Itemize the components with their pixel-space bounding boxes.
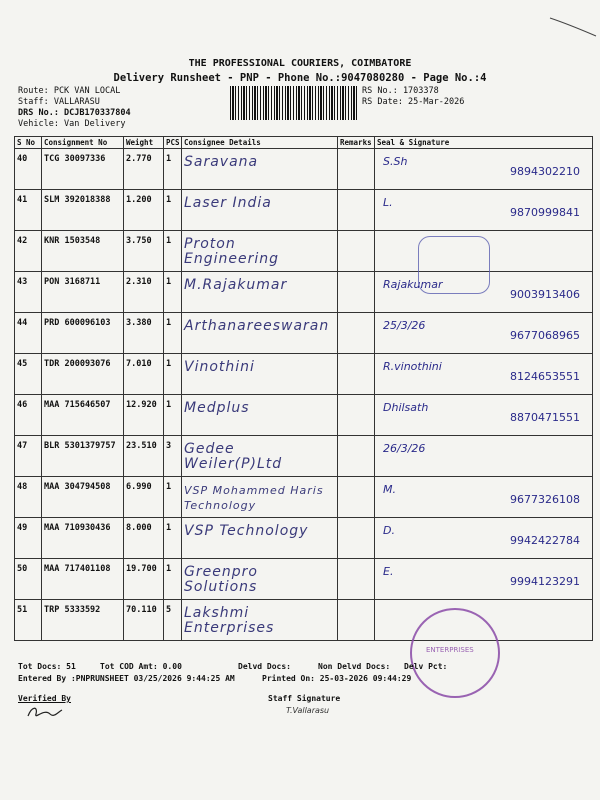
remarks-cell bbox=[338, 436, 375, 477]
col-signature: Seal & Signature bbox=[375, 137, 593, 149]
consignee-cell: Proton Engineering bbox=[182, 231, 338, 272]
pcs-cell: 3 bbox=[164, 436, 182, 477]
signature-cell bbox=[375, 477, 593, 518]
consignment-cell: TDR 200093076 bbox=[42, 354, 124, 395]
signature-name: D. bbox=[383, 524, 395, 537]
signature-name: E. bbox=[383, 565, 394, 578]
verified-by: Verified By bbox=[18, 694, 71, 703]
remarks-cell bbox=[338, 190, 375, 231]
signature-phone: 9942422784 bbox=[510, 534, 580, 547]
consignee-cell: Greenpro Solutions bbox=[182, 559, 338, 600]
runsheet-subtitle: Delivery Runsheet - PNP - Phone No.:9047080280 - Page No.:4 bbox=[113, 72, 487, 84]
weight-cell: 19.700 bbox=[124, 559, 164, 600]
remarks-cell bbox=[338, 231, 375, 272]
entered-by: Entered By :PNPRUNSHEET 03/25/2026 9:44:25 AM bbox=[18, 674, 235, 683]
weight-cell: 2.310 bbox=[124, 272, 164, 313]
tot-cod: Tot COD Amt: 0.00 bbox=[100, 662, 182, 671]
weight-cell: 2.770 bbox=[124, 149, 164, 190]
pcs-cell: 1 bbox=[164, 477, 182, 518]
delvd-docs: Delvd Docs: bbox=[238, 662, 291, 671]
table-row bbox=[15, 190, 593, 231]
consignee-cell: Medplus bbox=[182, 395, 338, 436]
drs-number: DRS No.: DCJB170337804 bbox=[18, 108, 131, 118]
runsheet-meta-left bbox=[18, 86, 131, 130]
weight-cell: 8.000 bbox=[124, 518, 164, 559]
staff-signature-name: T.Vallarasu bbox=[286, 706, 330, 715]
remarks-cell bbox=[338, 272, 375, 313]
table-row bbox=[15, 477, 593, 518]
consignment-cell: MAA 710930436 bbox=[42, 518, 124, 559]
sno-cell: 50 bbox=[15, 559, 42, 600]
sno-cell: 49 bbox=[15, 518, 42, 559]
table-row bbox=[15, 354, 593, 395]
seal-stamp bbox=[418, 236, 490, 294]
remarks-cell bbox=[338, 149, 375, 190]
col-remarks: Remarks bbox=[338, 137, 375, 149]
consignment-cell: PON 3168711 bbox=[42, 272, 124, 313]
signature-phone: 9994123291 bbox=[510, 575, 580, 588]
signature-cell bbox=[375, 149, 593, 190]
remarks-cell bbox=[338, 518, 375, 559]
corner-pen-mark bbox=[548, 14, 598, 38]
weight-cell: 3.750 bbox=[124, 231, 164, 272]
col-sno: S No bbox=[15, 137, 42, 149]
pcs-cell: 1 bbox=[164, 518, 182, 559]
tot-docs: Tot Docs: 51 bbox=[18, 662, 76, 671]
weight-cell: 12.920 bbox=[124, 395, 164, 436]
delv-pct: Delv Pct: bbox=[404, 662, 448, 671]
consignee-cell: VSP Mohammed Haris Technology bbox=[182, 477, 338, 518]
sno-cell: 48 bbox=[15, 477, 42, 518]
signature-name: Rajakumar bbox=[383, 278, 443, 291]
remarks-cell bbox=[338, 395, 375, 436]
staff-label: Staff: VALLARASU bbox=[18, 97, 100, 107]
pcs-cell: 1 bbox=[164, 395, 182, 436]
signature-cell bbox=[375, 354, 593, 395]
verified-signature-mark bbox=[24, 702, 64, 722]
table-row bbox=[15, 231, 593, 272]
signature-phone: 8124653551 bbox=[510, 370, 580, 383]
seal-text: ENTERPRISES bbox=[426, 646, 474, 654]
signature-name: M. bbox=[383, 483, 396, 496]
pcs-cell: 1 bbox=[164, 149, 182, 190]
sno-cell: 44 bbox=[15, 313, 42, 354]
vehicle-label: Vehicle: Van Delivery bbox=[18, 119, 126, 129]
signature-cell bbox=[375, 436, 593, 477]
signature-name: R.vinothini bbox=[383, 360, 442, 373]
table-row bbox=[15, 559, 593, 600]
col-weight: Weight bbox=[124, 137, 164, 149]
sno-cell: 45 bbox=[15, 354, 42, 395]
sno-cell: 47 bbox=[15, 436, 42, 477]
consignment-cell: KNR 1503548 bbox=[42, 231, 124, 272]
weight-cell: 23.510 bbox=[124, 436, 164, 477]
signature-phone: 9894302210 bbox=[510, 165, 580, 178]
barcode-image bbox=[230, 86, 358, 120]
signature-phone: 9677068965 bbox=[510, 329, 580, 342]
table-row bbox=[15, 272, 593, 313]
consignment-cell: PRD 600096103 bbox=[42, 313, 124, 354]
pcs-cell: 1 bbox=[164, 231, 182, 272]
consignee-cell: Lakshmi Enterprises bbox=[182, 600, 338, 641]
consignment-cell: MAA 715646507 bbox=[42, 395, 124, 436]
consignee-cell: VSP Technology bbox=[182, 518, 338, 559]
col-consignment: Consignment No bbox=[42, 137, 124, 149]
pcs-cell: 1 bbox=[164, 559, 182, 600]
signature-cell bbox=[375, 559, 593, 600]
signature-name: 25/3/26 bbox=[383, 319, 426, 332]
weight-cell: 70.110 bbox=[124, 600, 164, 641]
table-row bbox=[15, 518, 593, 559]
col-pcs: PCS bbox=[164, 137, 182, 149]
sno-cell: 40 bbox=[15, 149, 42, 190]
consignment-cell: BLR 5301379757 bbox=[42, 436, 124, 477]
consignee-cell: Gedee Weiler(P)Ltd bbox=[182, 436, 338, 477]
company-round-seal bbox=[410, 608, 500, 698]
signature-phone: 8870471551 bbox=[510, 411, 580, 424]
signature-phone: 9003913406 bbox=[510, 288, 580, 301]
pcs-cell: 1 bbox=[164, 313, 182, 354]
delivery-table bbox=[14, 136, 593, 641]
remarks-cell bbox=[338, 600, 375, 641]
pcs-cell: 5 bbox=[164, 600, 182, 641]
table-row bbox=[15, 600, 593, 641]
sno-cell: 51 bbox=[15, 600, 42, 641]
consignee-cell: Laser India bbox=[182, 190, 338, 231]
consignment-cell: TCG 30097336 bbox=[42, 149, 124, 190]
printed-on: Printed On: 25-03-2026 09:44:29 bbox=[262, 674, 412, 683]
signature-cell bbox=[375, 190, 593, 231]
sno-cell: 43 bbox=[15, 272, 42, 313]
sno-cell: 46 bbox=[15, 395, 42, 436]
table-row bbox=[15, 149, 593, 190]
company-title: THE PROFESSIONAL COURIERS, COIMBATORE bbox=[188, 58, 412, 69]
consignment-cell: SLM 392018388 bbox=[42, 190, 124, 231]
staff-signature-label: Staff Signature bbox=[268, 694, 341, 703]
consignment-cell: TRP 5333592 bbox=[42, 600, 124, 641]
signature-phone: 9677326108 bbox=[510, 493, 580, 506]
sno-cell: 41 bbox=[15, 190, 42, 231]
signature-cell bbox=[375, 313, 593, 354]
table-header-row bbox=[15, 137, 593, 149]
table-row bbox=[15, 313, 593, 354]
signature-name: L. bbox=[383, 196, 393, 209]
route-label: Route: PCK VAN LOCAL bbox=[18, 86, 121, 96]
table-row bbox=[15, 395, 593, 436]
signature-cell bbox=[375, 518, 593, 559]
consignment-cell: MAA 717401108 bbox=[42, 559, 124, 600]
consignee-cell: Arthanareeswaran bbox=[182, 313, 338, 354]
weight-cell: 1.200 bbox=[124, 190, 164, 231]
consignee-cell: Vinothini bbox=[182, 354, 338, 395]
weight-cell: 3.380 bbox=[124, 313, 164, 354]
sno-cell: 42 bbox=[15, 231, 42, 272]
weight-cell: 6.990 bbox=[124, 477, 164, 518]
pcs-cell: 1 bbox=[164, 190, 182, 231]
remarks-cell bbox=[338, 313, 375, 354]
consignee-cell: Saravana bbox=[182, 149, 338, 190]
signature-phone: 9870999841 bbox=[510, 206, 580, 219]
remarks-cell bbox=[338, 559, 375, 600]
weight-cell: 7.010 bbox=[124, 354, 164, 395]
signature-name: Dhilsath bbox=[383, 401, 429, 414]
signature-cell bbox=[375, 395, 593, 436]
rs-date: RS Date: 25-Mar-2026 bbox=[362, 97, 465, 107]
pcs-cell: 1 bbox=[164, 272, 182, 313]
remarks-cell bbox=[338, 354, 375, 395]
consignment-cell: MAA 304794508 bbox=[42, 477, 124, 518]
non-delvd-docs: Non Delvd Docs: bbox=[318, 662, 391, 671]
table-row bbox=[15, 436, 593, 477]
remarks-cell bbox=[338, 477, 375, 518]
runsheet-meta-right bbox=[362, 86, 464, 108]
pcs-cell: 1 bbox=[164, 354, 182, 395]
signature-name: 26/3/26 bbox=[383, 442, 426, 455]
signature-name: S.Sh bbox=[383, 155, 408, 168]
col-consignee: Consignee Details bbox=[182, 137, 338, 149]
rs-number: RS No.: 1703378 bbox=[362, 86, 439, 96]
consignee-cell: M.Rajakumar bbox=[182, 272, 338, 313]
